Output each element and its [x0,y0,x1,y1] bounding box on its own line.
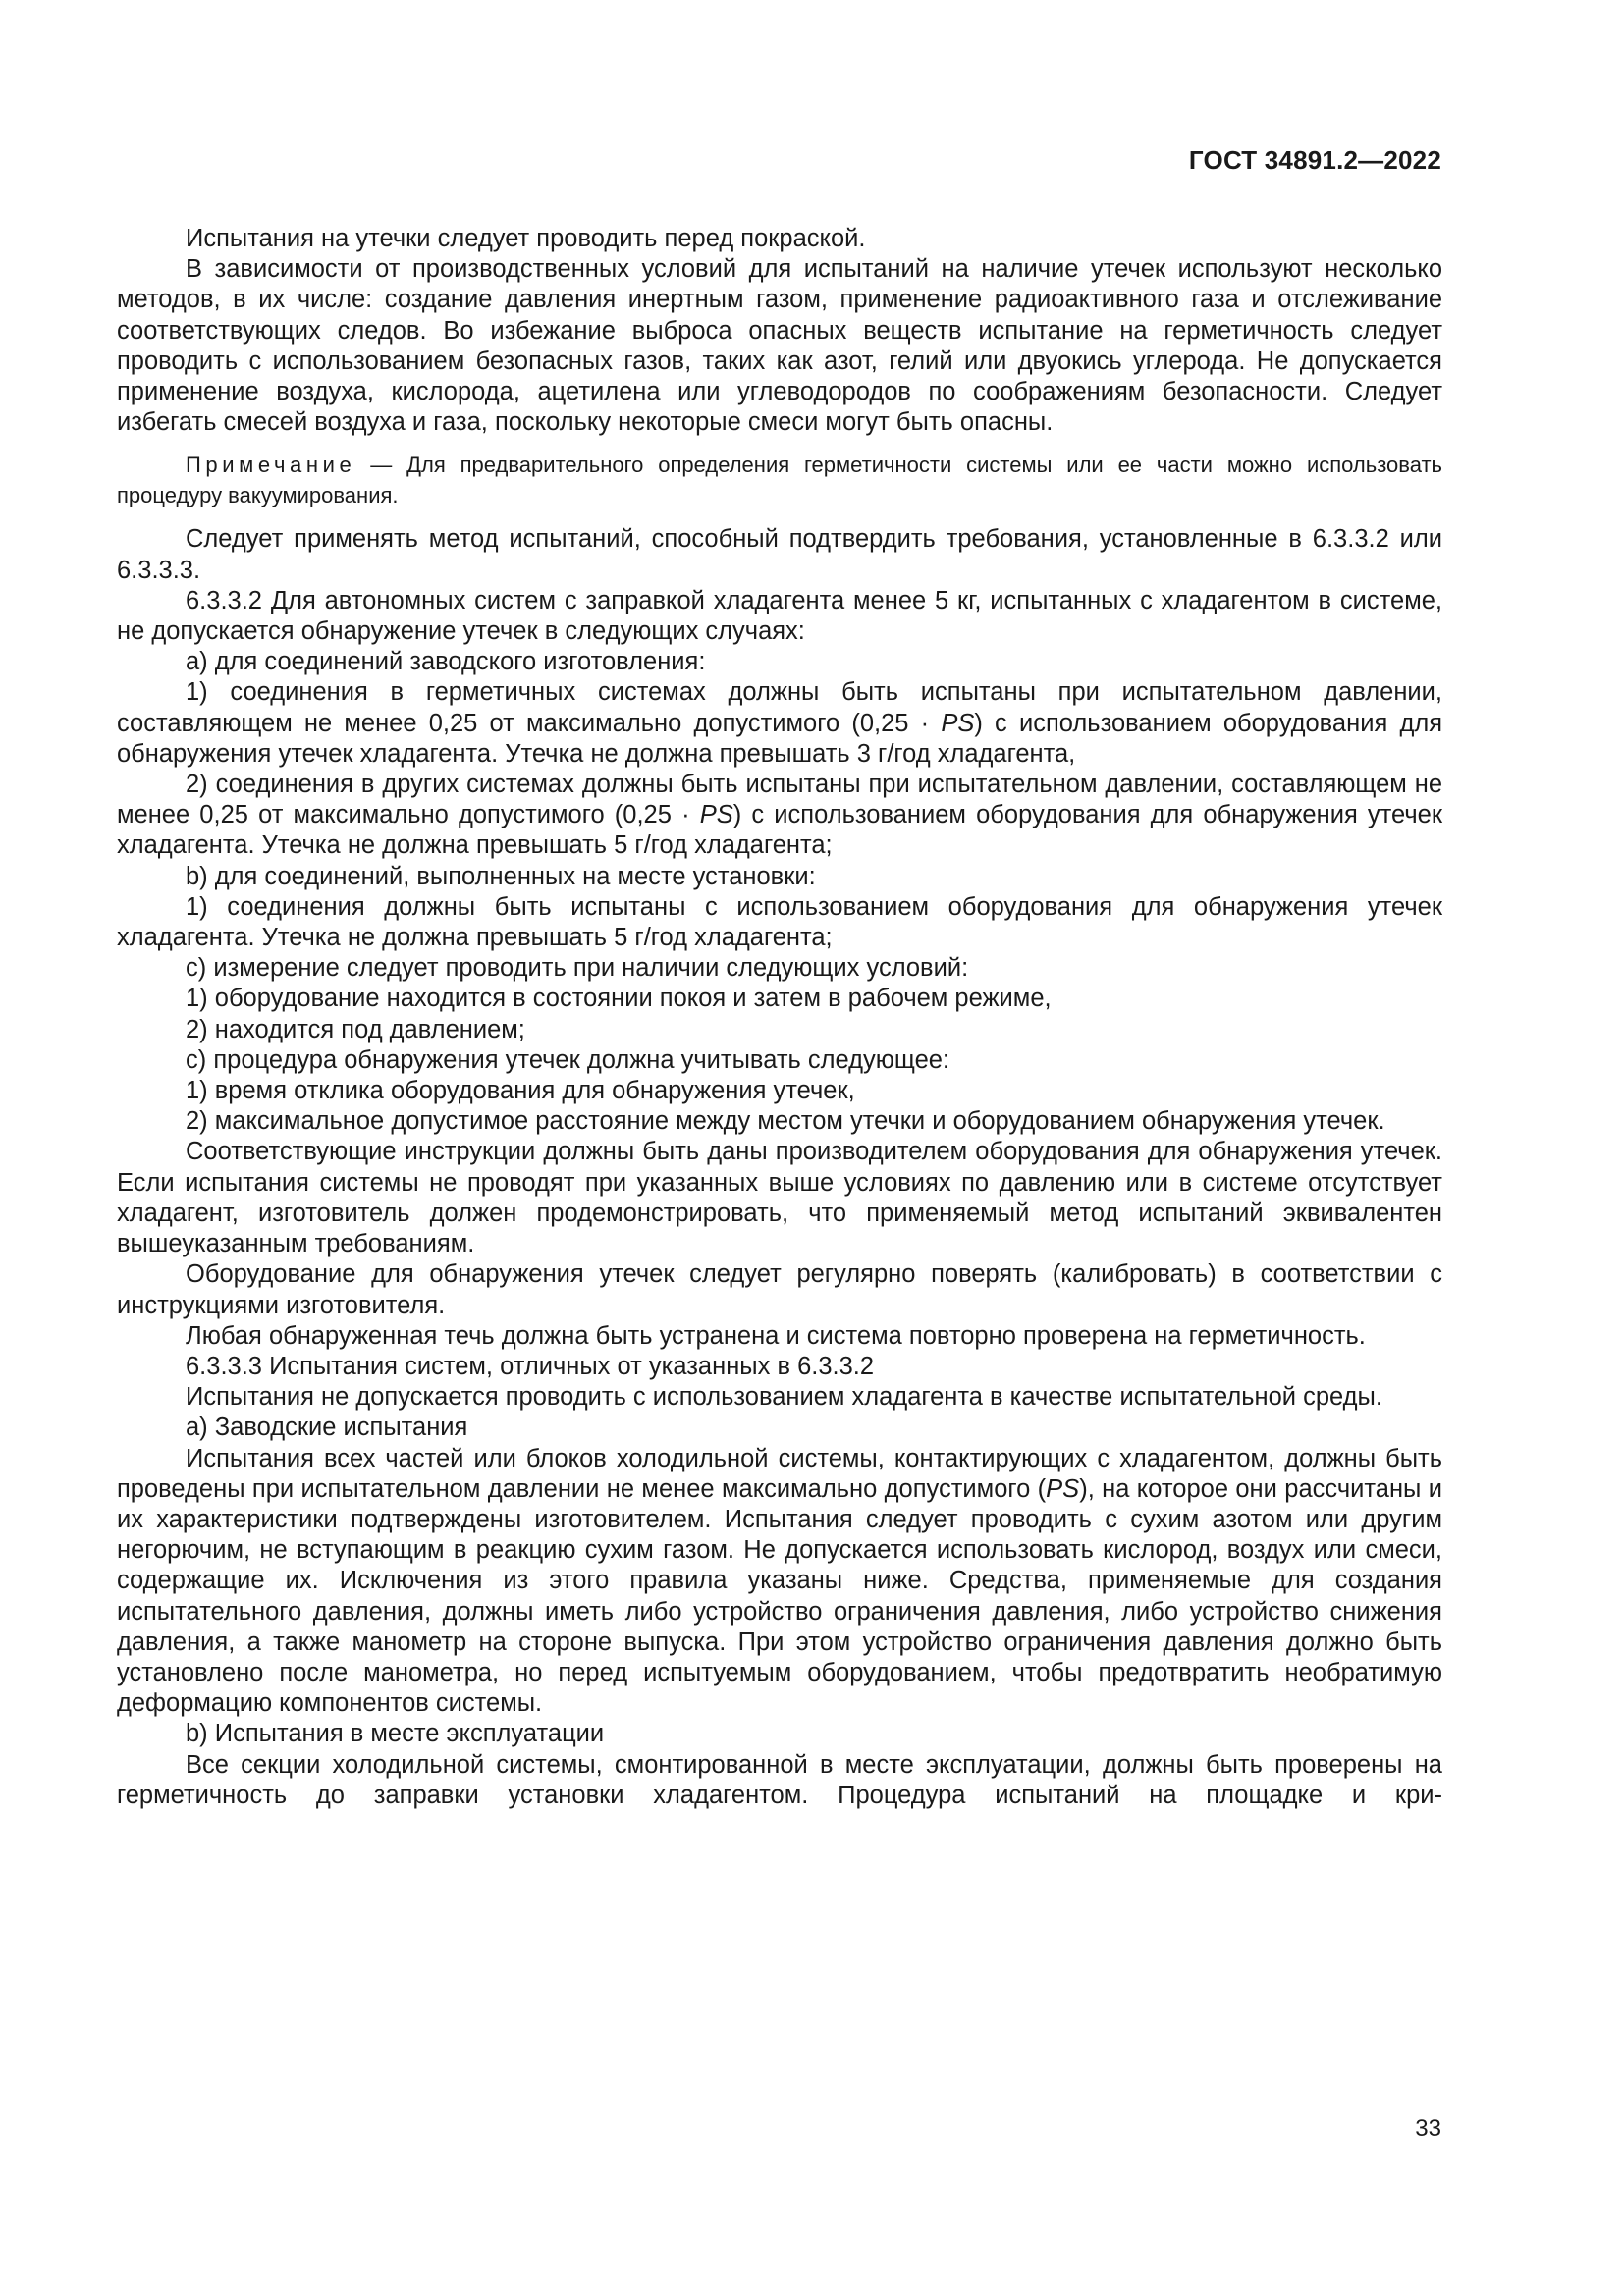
paragraph: В зависимости от производственных условий для испытаний на наличие утечек используют несколько методов, в их числе: создание давления инертным газом, применение радиоактивного газа и отслеживание соответствующих следов. Во избежание выброса опасных веществ испытание на герметичность следует проводить с использованием безопасных газов, таких как азот, гелий или двуокись углерода. Не допускается применение воздуха, кислорода, ацетилена или углеводородов по соображениям безопасности. Следует избегать смесей воздуха и газа, поскольку некоторые смеси могут быть опасны. [117,255,1442,437]
list-item: 2) максимальное допустимое расстояние между местом утечки и оборудованием обнаружения утечек. [186,1107,1385,1136]
list-item: c) процедура обнаружения утечек должна учитывать следующее: [186,1045,950,1074]
list-item [117,770,1442,862]
list-item: a) для соединений заводского изготовления: [186,648,706,676]
paragraph: Следует применять метод испытаний, способный подтвердить требования, установленные в 6.3.3.2 или 6.3.3.3. [117,525,1442,584]
list-item: b) для соединений, выполненных на месте установки: [186,862,816,890]
paragraph: Оборудование для обнаружения утечек следует регулярно поверять (калибровать) в соответствии с инструкциями изготовителя. [117,1260,1442,1319]
list-item: 1) оборудование находится в состоянии покоя и затем в рабочем режиме, [186,985,1052,1013]
ps-symbol: PS [941,709,975,737]
paragraph: Испытания не допускается проводить с использованием хладагента в качестве испытательной среды. [186,1383,1382,1412]
document-header: ГОСТ 34891.2—2022 [1188,145,1441,175]
paragraph: Испытания на утечки следует проводить перед покраской. [186,225,866,252]
list-item: 1) соединения должны быть испытаны с использованием оборудования для обнаружения утечек хладагента. Утечка не должна превышать 5 г/год хладагента; [117,892,1442,952]
paragraph: Соответствующие инструкции должны быть даны производителем оборудования для обнаружения утечек. Если испытания системы не проводят при указанных выше условиях по давлению или в системе отсутствует хладагент, изготовитель должен продемонстрировать, что применяемый метод испытаний эквивалентен вышеуказанным требованиям. [117,1138,1442,1258]
ps-symbol: PS [1046,1474,1080,1503]
text-run: ), на которое они рассчитаны и их характеристики подтверждены изготовителем. Испытания следует проводить с сухим азотом или другим негорючим, не вступающим в реакцию сухим газом. Не допускается использовать кислород, воздух или смеси, содержащие их. Исключения из этого правила указаны ниже. Средства, применяемые для создания испытательного давления, должны иметь либо устройство ограничения давления, либо устройство снижения давления, а также манометр на стороне выпуска. При этом устройство ограничения давления должно быть установлено после манометра, но перед испытуемым оборудованием, чтобы предотвратить необратимую деформацию компонентов системы. [117,1474,1442,1718]
paragraph [117,1444,1442,1720]
note-dash: — [355,453,407,478]
paragraph: Все секции холодильной системы, смонтированной в месте эксплуатации, должны быть проверены на герметичность до заправки установки хладагентом. Процедура испытаний на площадке и кри- [117,1750,1442,1809]
page-number: 33 [1415,2115,1441,2142]
text-run: ) с использованием оборудования для обнаружения утечек хладагента. Утечка не должна превышать 3 г/год хладагента, [117,709,1443,768]
document-body [117,224,1442,1811]
text-run: Испытания всех частей или блоков холодильной системы, контактирующих с хладагентом, должны быть проведены при испытательном давлении не менее максимально допустимого ( [117,1444,1442,1503]
list-item: a) Заводские испытания [186,1414,468,1442]
list-item: 1) время отклика оборудования для обнаружения утечек, [186,1077,855,1105]
text-run: 1) соединения в герметичных системах должны быть испытаны при испытательном давлении, составляющем не менее 0,25 от максимально допустимого (0,25 · [117,678,1442,737]
list-item: c) измерение следует проводить при наличии следующих условий: [186,954,969,983]
text-run: 2) соединения в других системах должны быть испытаны при испытательном давлении, составляющем не менее 0,25 от максимально допустимого (0,25 · [117,771,1442,829]
paragraph: Любая обнаруженная течь должна быть устранена и система повторно проверена на герметичность. [186,1321,1366,1350]
list-item: b) Испытания в месте эксплуатации [186,1720,605,1748]
ps-symbol: PS [699,801,733,829]
text-run: ) с использованием оборудования для обнаружения утечек хладагента. Утечка не должна превышать 5 г/год хладагента; [117,801,1443,860]
note [117,450,1442,510]
list-item: 2) находится под давлением; [186,1015,525,1043]
list-item [117,677,1442,770]
section-6-3-3-2: 6.3.3.2 Для автономных систем с заправкой хладагента менее 5 кг, испытанных с хладагентом в системе, не допускается обнаружение утечек в следующих случаях: [117,586,1442,646]
section-6-3-3-3: 6.3.3.3 Испытания систем, отличных от указанных в 6.3.3.2 [186,1352,875,1380]
note-label: Примечание [186,453,356,478]
note-text: Для предварительного определения герметичности системы или ее части можно использовать процедуру вакуумирования. [117,453,1442,508]
